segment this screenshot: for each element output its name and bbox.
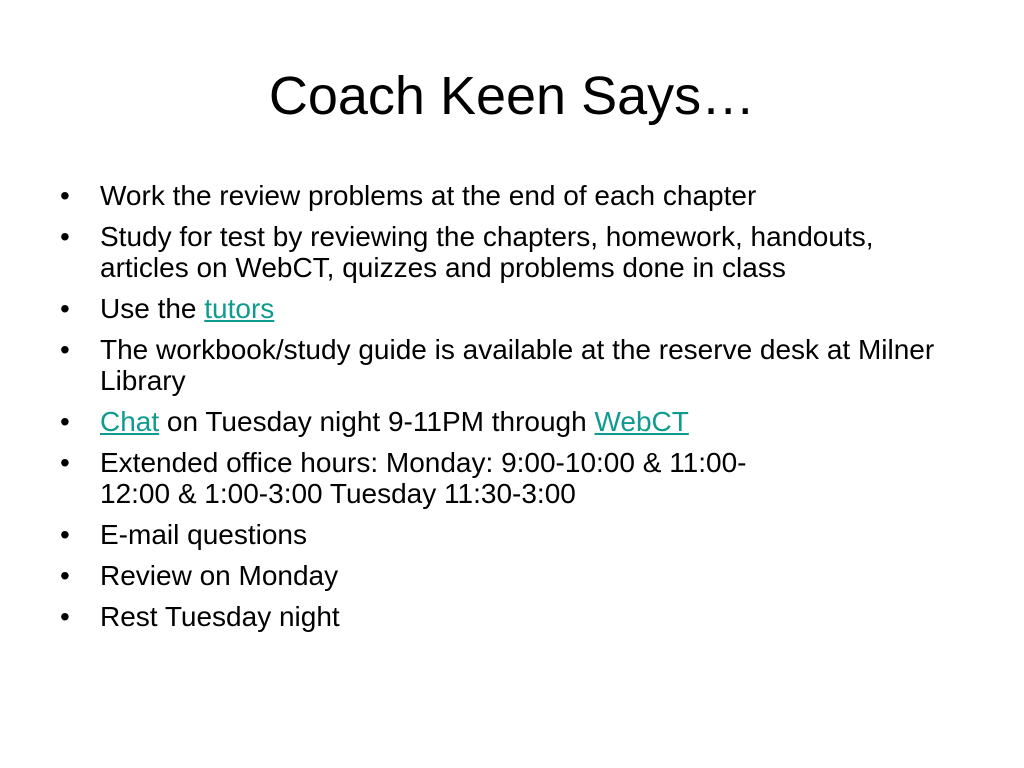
bullet-list bbox=[60, 180, 940, 642]
list-item bbox=[60, 180, 940, 211]
list-item bbox=[60, 406, 940, 437]
bullet-icon: • bbox=[60, 519, 70, 550]
bullet-icon: • bbox=[60, 601, 70, 632]
list-item bbox=[60, 221, 940, 283]
bullet-icon: • bbox=[60, 180, 70, 211]
bullet-icon: • bbox=[60, 334, 70, 365]
bullet-text: Review on Monday bbox=[100, 560, 339, 591]
tutors-link[interactable]: tutors bbox=[204, 293, 275, 324]
chat-link[interactable]: Chat bbox=[100, 406, 160, 437]
bullet-icon: • bbox=[60, 221, 70, 252]
bullet-text: Study for test by reviewing the chapters, homework, handouts, articles on WebCT, quizzes and problems done in class bbox=[100, 221, 874, 283]
bullet-icon: • bbox=[60, 406, 70, 437]
bullet-icon: • bbox=[60, 447, 70, 478]
list-item bbox=[60, 519, 940, 550]
bullet-icon: • bbox=[60, 293, 70, 324]
bullet-text: Work the review problems at the end of each chapter bbox=[100, 180, 757, 211]
list-item bbox=[60, 334, 940, 396]
bullet-text: E-mail questions bbox=[100, 519, 307, 550]
bullet-text: on Tuesday night 9-11PM through bbox=[159, 406, 595, 437]
bullet-text: The workbook/study guide is available at the reserve desk at Milner Library bbox=[100, 334, 935, 396]
bullet-icon: • bbox=[60, 560, 70, 591]
webct-link[interactable]: WebCT bbox=[594, 406, 689, 437]
slide-title: Coach Keen Says… bbox=[268, 66, 756, 126]
bullet-text: Rest Tuesday night bbox=[100, 601, 340, 632]
list-item bbox=[60, 447, 940, 509]
list-item bbox=[60, 293, 940, 324]
bullet-text-line-1: Extended office hours: Monday: 9:00-10:00 & 11:00- bbox=[100, 447, 747, 478]
list-item bbox=[60, 601, 940, 632]
bullet-text-line-2: 12:00 & 1:00-3:00 Tuesday 11:30-3:00 bbox=[100, 478, 576, 509]
bullet-text: Use the bbox=[100, 293, 205, 324]
list-item bbox=[60, 560, 940, 591]
